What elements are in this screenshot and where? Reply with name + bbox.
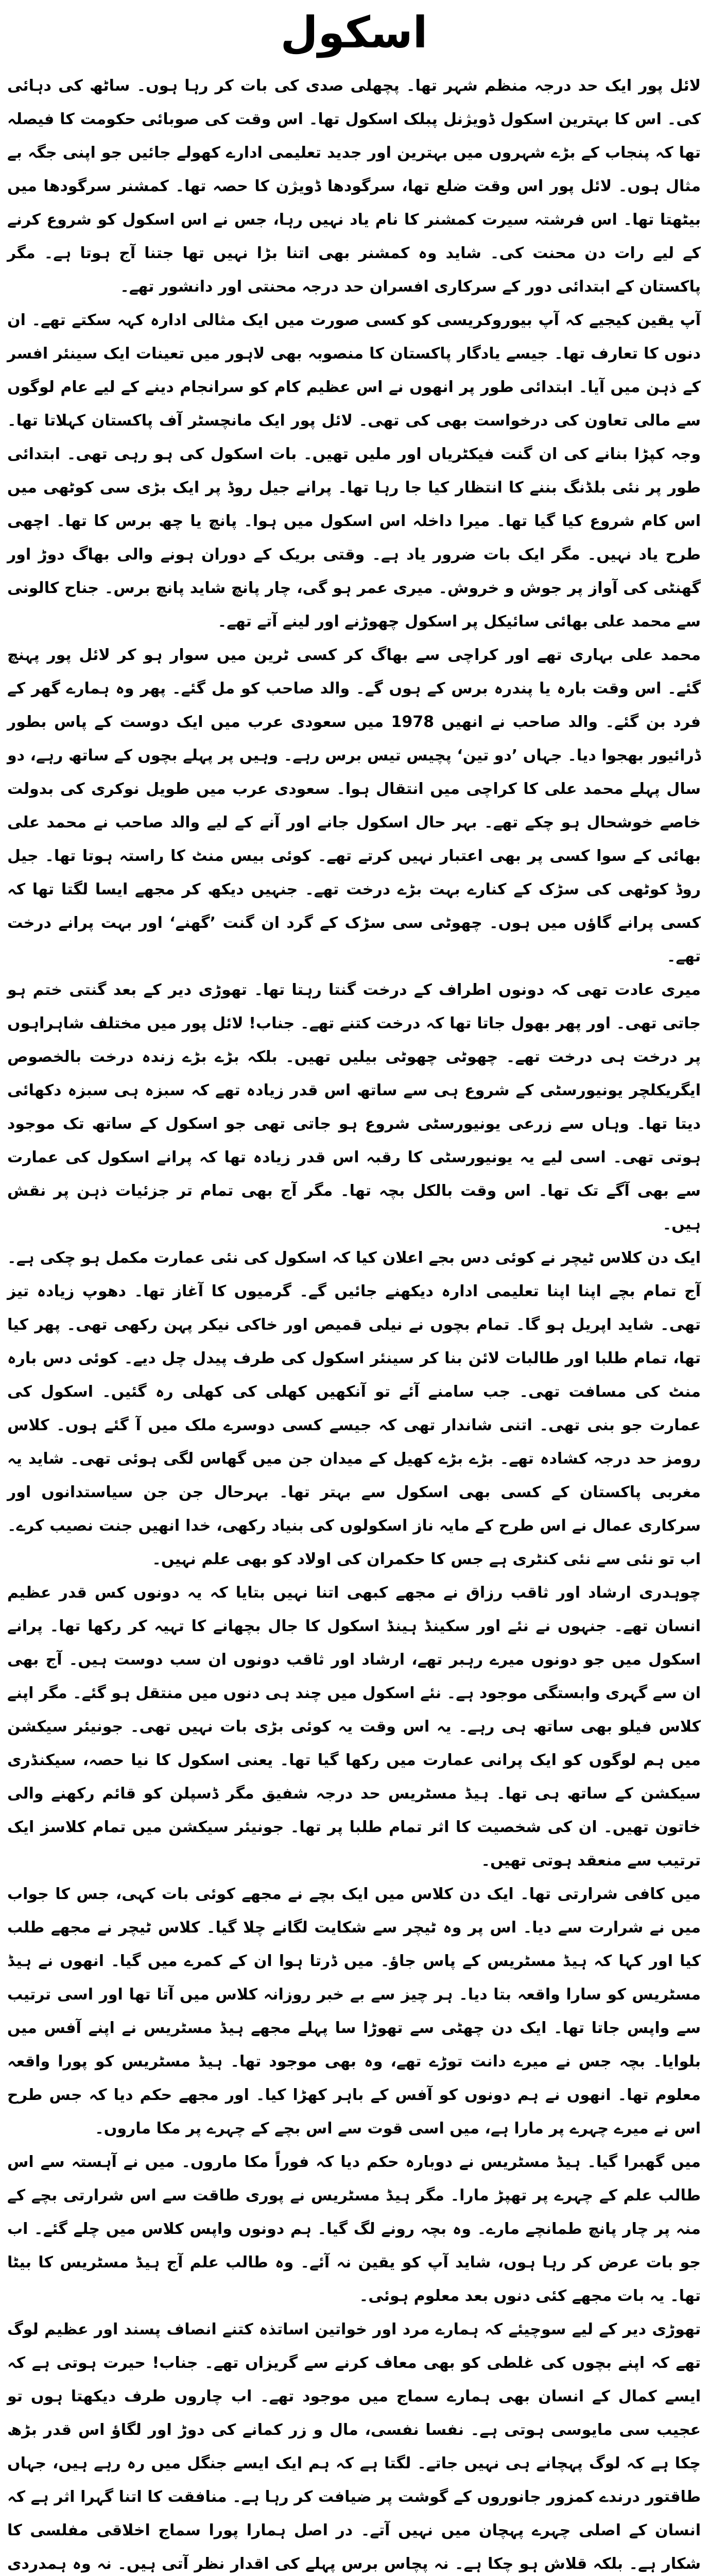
paragraph: میں گھبرا گیا۔ ہیڈ مسٹریس نے دوبارہ حکم دیا کہ فوراً مکا ماروں۔ میں نے آہستہ سے اس طالب علم کے چہرے پر تھپڑ مارا۔ مگر ہیڈ مسٹریس نے پوری طاقت سے اس شرارتی بچے کے منہ پر چار پانچ طمانچے مارے۔ وہ بچہ رونے لگ گیا۔ ہم دونوں واپس کلاس میں چلے گئے۔ اب جو بات عرض کر رہا ہوں، شاید آپ کو یقین نہ آئے۔ وہ طالب علم آج ہیڈ مسٹریس کا بیٹا تھا۔ یہ بات مجھے کئی دنوں بعد معلوم ہوئی۔ xyxy=(7,2153,701,2305)
paragraph: تھوڑی دیر کے لیے سوچیئے کہ ہمارے مرد اور خواتین اساتذہ کتنے انصاف پسند اور عظیم لوگ تھے کہ اپنے بچوں کی غلطی کو بھی معاف کرنے سے گریزاں تھے۔ جناب! حیرت ہوتی ہے کہ ایسے کمال کے انسان بھی ہمارے سماج میں موجود تھے۔ اب چاروں طرف دیکھتا ہوں تو عجیب سی مایوسی ہوتی ہے۔ نفسا نفسی، مال و زر کمانے کی دوڑ اور لگاؤ اس قدر بڑھ چکا ہے کہ لوگ پہچانے ہی نہیں جاتے۔ لگتا ہے کہ ہم ایک ایسے جنگل میں رہ رہے ہیں، جہاں طاقتور درندے کمزور جانوروں کے گوشت پر ضیافت کر رہا ہے۔ منافقت کا اتنا گہرا اثر ہے کہ انسان کے اصلی چہرے پہچان میں نہیں آتے۔ در اصل ہمارا پورا سماج اخلاقی مفلسی کا شکار ہے۔ بلکہ قلاش ہو چکا ہے۔ نہ پچاس برس پہلے کی اقدار نظر آتی ہیں۔ نہ وہ ہمدردی xyxy=(7,2320,701,2573)
paragraph: میں کافی شرارتی تھا۔ ایک دن کلاس میں ایک بچے نے مجھے کوئی بات کہی، جس کا جواب میں نے شرارت سے دیا۔ اس پر وہ ٹیچر سے شکایت لگانے چلا گیا۔ کلاس ٹیچر نے مجھے طلب کیا اور کہا کہ ہیڈ مسٹریس کے پاس جاؤ۔ میں ڈرتا ہوا ان کے کمرے میں گیا۔ انھوں نے ہیڈ مسٹریس کو سارا واقعہ بتا دیا۔ ہر چیز سے بے خبر روزانہ کلاس میں آتا تھا اور اسی ترتیب سے واپس جاتا تھا۔ ایک دن چھٹی سے تھوڑا سا پہلے مجھے ہیڈ مسٹریس نے اپنے آفس میں بلوایا۔ بچہ جس نے میرے دانت توڑے تھے، وہ بھی موجود تھا۔ ہیڈ مسٹریس کو پورا واقعہ معلوم تھا۔ انھوں نے ہم دونوں کو آفس کے باہر کھڑا کیا۔ اور مجھے حکم دیا کہ جس طرح اس نے میرے چہرے پر مارا ہے، میں اسی قوت سے اس بچے کے چہرے پر مکا ماروں۔ xyxy=(7,1885,701,2138)
column-title: اسکول xyxy=(280,7,428,58)
column-body xyxy=(7,69,701,2573)
paragraph: ایک دن کلاس ٹیچر نے کوئی دس بجے اعلان کیا کہ اسکول کی نئی عمارت مکمل ہو چکی ہے۔ آج تمام بچے اپنا اپنا تعلیمی ادارہ دیکھنے جائیں گے۔ گرمیوں کا آغاز تھا۔ دھوپ زیادہ تیز تھی۔ شاید اپریل ہو گا۔ تمام بچوں نے نیلی قمیص اور خاکی نیکر پہن رکھی تھی۔ پھر کیا تھا، تمام طلبا اور طالبات لائن بنا کر سینئر اسکول کی طرف پیدل چل دیے۔ کوئی دس بارہ منٹ کی مسافت تھی۔ جب سامنے آئے تو آنکھیں کھلی کی کھلی رہ گئیں۔ اسکول کی عمارت جو بنی تھی۔ اتنی شاندار تھی کہ جیسے کسی دوسرے ملک میں آ گئے ہوں۔ کلاس رومز حد درجہ کشادہ تھے۔ بڑے بڑے کھیل کے میدان جن میں گھاس لگی ہوئی تھی۔ شاید یہ مغربی پاکستان کے کسی بھی اسکول سے بہتر تھا۔ بہرحال جن جن سیاستدانوں اور سرکاری عمال نے اس طرح کے مایہ ناز اسکولوں کی بنیاد رکھی، خدا انھیں جنت نصیب کرے۔ اب تو نئی سے نئی کنٹری ہے جس کا حکمران کی اولاد کو بھی علم نہیں۔ xyxy=(7,1249,701,1568)
paragraph: آپ یقین کیجیے کہ آپ بیوروکریسی کو کسی صورت میں ایک مثالی ادارہ کہہ سکتے تھے۔ ان دنوں کا تعارف تھا۔ جیسے یادگار پاکستان کا منصوبہ بھی لاہور میں تعینات ایک سینئر افسر کے ذہن میں آیا۔ ابتدائی طور پر انھوں نے اس عظیم کام کو سرانجام دینے کے لیے عام لوگوں سے مالی تعاون کی درخواست بھی کی تھی۔ لائل پور ایک مانچسٹر آف پاکستان کہلاتا تھا۔ وجہ کپڑا بنانے کی ان گنت فیکٹریاں اور ملیں تھیں۔ بات اسکول کی ہو رہی تھی۔ ابتدائی طور پر نئی بلڈنگ بننے کا انتظار کیا جا رہا تھا۔ پرانے جیل روڈ پر ایک بڑی سی کوٹھی میں اس کام شروع کیا گیا تھا۔ میرا داخلہ اس اسکول میں ہوا۔ پانچ یا چھ برس کا تھا۔ اچھی طرح یاد نہیں۔ مگر ایک بات ضرور یاد ہے۔ وقتی بریک کے دوران ہونے والی بھاگ دوڑ اور گھنٹی کی آواز پر جوش و خروش۔ میری عمر ہو گی، چار پانچ شاید پانچ برس۔ جناح کالونی سے محمد علی بھائی سائیکل پر اسکول چھوڑنے اور لینے آتے تھے۔ xyxy=(7,311,701,631)
paragraph: میری عادت تھی کہ دونوں اطراف کے درخت گنتا رہتا تھا۔ تھوڑی دیر کے بعد گنتی ختم ہو جاتی تھی۔ اور پھر بھول جاتا تھا کہ درخت کتنے تھے۔ جناب! لائل پور میں مختلف شاہراہوں پر درخت ہی درخت تھے۔ چھوٹی چھوٹی بیلیں تھیں۔ بلکہ بڑے بڑے زندہ درخت بالخصوص ایگریکلچر یونیورسٹی کے شروع ہی سے ساتھ اس قدر زیادہ تھے کہ سبزہ ہی سبزہ دکھائی دیتا تھا۔ وہاں سے زرعی یونیورسٹی شروع ہو جاتی تھی جو اسکول کے ساتھ تک موجود ہوتی تھی۔ اسی لیے یہ یونیورسٹی کا رقبہ اس قدر زیادہ تھا کہ پرانے اسکول کی عمارت سے بھی آگے تک تھا۔ اس وقت بالکل بچہ تھا۔ مگر آج بھی تمام تر جزئیات ذہن پر نقش ہیں۔ xyxy=(7,981,701,1233)
paragraph: لائل پور ایک حد درجہ منظم شہر تھا۔ پچھلی صدی کی بات کر رہا ہوں۔ ساٹھ کی دہائی کی۔ اس کا بہترین اسکول ڈویژنل پبلک اسکول تھا۔ اس وقت کی صوبائی حکومت کا فیصلہ تھا کہ پنجاب کے بڑے شہروں میں بہترین اور جدید تعلیمی ادارے کھولے جائیں جو اپنی جگہ بے مثال ہوں۔ لائل پور اس وقت ضلع تھا، سرگودھا ڈویژن کا حصہ تھا۔ کمشنر سرگودھا میں بیٹھتا تھا۔ اس فرشتہ سیرت کمشنر کا نام یاد نہیں رہا، جس نے اس اسکول کو شروع کرنے کے لیے رات دن محنت کی۔ شاید وہ کمشنر بھی اتنا بڑا نہیں تھا جتنا آج ہوتا ہے۔ مگر پاکستان کے ابتدائی دور کے سرکاری افسران حد درجہ محنتی اور دانشور تھے۔ xyxy=(7,77,701,296)
paragraph: محمد علی بہاری تھے اور کراچی سے بھاگ کر کسی ٹرین میں سوار ہو کر لائل پور پہنچ گئے۔ اس وقت بارہ یا پندرہ برس کے ہوں گے۔ والد صاحب کو مل گئے۔ پھر وہ ہمارے گھر کے فرد بن گئے۔ والد صاحب نے انھیں 1978 میں سعودی عرب میں ایک دوست کے پاس بطور ڈرائیور بھجوا دیا۔ جہاں ’دو تین‘ پچیس تیس برس رہے۔ وہیں پر پہلے بچوں کے ساتھ رہے، دو سال پہلے محمد علی کا کراچی میں انتقال ہوا۔ سعودی عرب میں طویل نوکری کی بدولت خاصے خوشحال ہو چکے تھے۔ بہر حال اسکول جانے اور آنے کے لیے والد صاحب نے محمد علی بھائی کے سوا کسی پر بھی اعتبار نہیں کرتے تھے۔ کوئی بیس منٹ کا راستہ ہوتا تھا۔ جیل روڈ کوٹھی کی سڑک کے کنارے بہت بڑے درخت تھے۔ جنہیں دیکھ کر مجھے ایسا لگتا تھا کہ کسی پرانے گاؤں میں ہوں۔ چھوٹی سی سڑک کے گرد ان گنت ’گھنے‘ اور بہت پرانے درخت تھے۔ xyxy=(7,646,701,965)
paragraph: چوہدری ارشاد اور ثاقب رزاق نے مجھے کبھی اتنا نہیں بتایا کہ یہ دونوں کس قدر عظیم انسان تھے۔ جنہوں نے نئے اور سکینڈ ہینڈ اسکول کا جال بچھانے کا تہیہ کر رکھا تھا۔ پرانے اسکول میں جو دونوں میرے رہبر تھے، ارشاد اور ثاقب دونوں ان سب دوست ہیں۔ آج بھی ان سے گہری وابستگی موجود ہے۔ نئے اسکول میں چند ہی دنوں میں منتقل ہو گئے۔ مگر اپنے کلاس فیلو بھی ساتھ ہی رہے۔ یہ اس وقت یہ کوئی بڑی بات نہیں تھی۔ جونیئر سیکشن میں ہم لوگوں کو ایک پرانی عمارت میں رکھا گیا تھا۔ یعنی اسکول کا نیا حصہ، سیکنڈری سیکشن کے ساتھ ہی تھا۔ ہیڈ مسٹریس حد درجہ شفیق مگر ڈسپلن کو قائم رکھنے والی خاتون تھیں۔ ان کی شخصیت کا اثر تمام طلبا پر تھا۔ جونیئر سیکشن میں تمام کلاسز ایک ترتیب سے منعقد ہوتی تھیں۔ xyxy=(7,1584,701,1870)
